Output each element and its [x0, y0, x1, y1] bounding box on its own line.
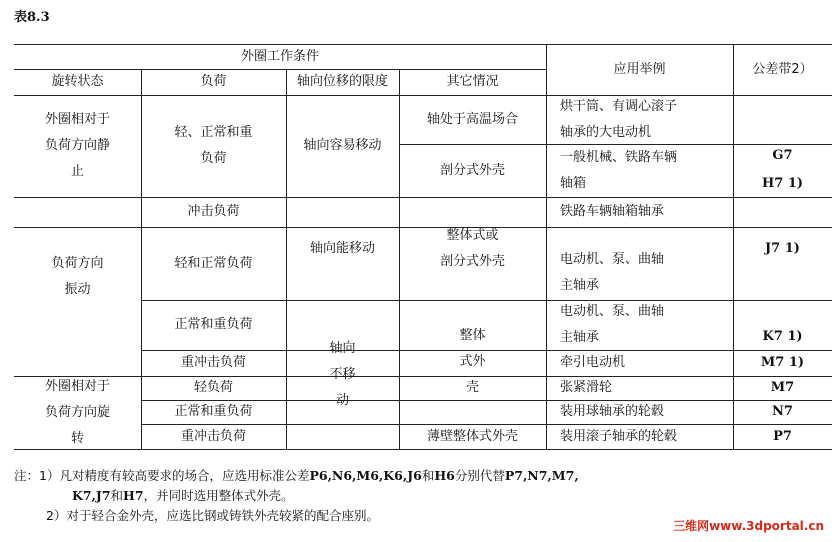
axial-2: 轴向能移动: [309, 240, 375, 256]
application-2: 一般机械、铁路车辆 轴箱: [560, 149, 678, 191]
header-rotation-state: 旋转状态: [51, 74, 104, 89]
axial-1: 轴向容易移动: [303, 138, 382, 153]
load-3: 轻和正常负荷: [174, 255, 253, 271]
other-5: 薄壁整体式外壳: [426, 428, 518, 444]
load-4: 正常和重负荷: [174, 317, 253, 332]
load-8: 重冲击负荷: [180, 428, 246, 444]
application-4: 电动机、泵、曲轴 主轴承: [560, 252, 665, 293]
load-1: 轻、正常和重 负荷: [174, 125, 253, 166]
tolerance-2: H7 1): [761, 176, 804, 191]
note-1-codes2: P7,N7,M7,: [504, 468, 579, 483]
axial-3: 轴向 不移 动: [329, 340, 356, 408]
note-1-line2-codes: K7,J7: [72, 488, 111, 503]
note-1-prefix: 注：1）凡对精度有较高要求的场合，应选用标准公差: [14, 468, 310, 483]
header-axial-limit: 轴向位移的限度: [296, 74, 388, 89]
tolerance-1: G7: [772, 148, 793, 163]
rotation-state-1: 外圈相对于 负荷方向静 止: [44, 112, 110, 179]
application-3: 铁路车辆轴箱轴承: [560, 204, 665, 219]
load-5: 重冲击负荷: [180, 355, 246, 370]
note-1-codes: P6,N6,M6,K6,J6: [309, 468, 422, 483]
load-2: 冲击负荷: [187, 204, 240, 219]
application-6: 牵引电动机: [560, 355, 626, 370]
header-tolerance: 公差带2）: [752, 61, 813, 77]
tolerance-6: M7: [770, 380, 795, 395]
note-1-h6: H6: [434, 468, 455, 483]
application-5: 电动机、泵、曲轴 主轴承: [560, 304, 665, 345]
load-6: 轻负荷: [193, 380, 233, 395]
rotation-state-2: 负荷方向 振动: [51, 255, 104, 297]
note-2: 2）对于轻合金外壳，应选比钢或铸铁外壳较紧的配合座别。: [46, 508, 379, 523]
tolerance-7: N7: [772, 404, 793, 419]
rule-bottom: [14, 449, 832, 450]
table-caption: 表8.3: [14, 10, 50, 25]
note-1-mid2: 分别代替: [454, 468, 505, 483]
other-2: 剖分式外壳: [439, 162, 505, 178]
note-1-line2-h7: H7: [123, 488, 144, 503]
note-1-line2-mid: 和: [110, 488, 124, 503]
header-application: 应用举例: [613, 61, 666, 77]
notes: [14, 466, 579, 526]
note-1-line2-end: ，并同时选用整体式外壳。: [143, 488, 294, 503]
note-1-line-2: [14, 486, 579, 506]
application-1: 烘干筒、有调心滚子 轴承的大电动机: [560, 98, 678, 140]
other-1: 轴处于高温场合: [426, 111, 518, 127]
other-3: 整体式或 剖分式外壳: [439, 227, 505, 269]
other-4: 整体 式外 壳: [459, 328, 486, 395]
rotation-state-3: 外圈相对于 负荷方向旋 转: [44, 378, 110, 446]
note-1-line-1: [14, 466, 579, 486]
tolerance-4: K7 1): [762, 329, 803, 344]
load-7: 正常和重负荷: [174, 404, 253, 419]
header-outer-conditions: 外圈工作条件: [240, 48, 319, 64]
tolerance-8: P7: [773, 428, 792, 444]
tolerance-3: J7 1): [765, 240, 800, 256]
application-7: 张紧滑轮: [560, 380, 613, 395]
watermark: 三维网www.3dportal.cn: [673, 519, 824, 533]
header-other: 其它情况: [446, 74, 499, 89]
application-8: 装用球轴承的轮毂: [560, 404, 665, 419]
note-1-mid: 和: [421, 468, 435, 483]
application-9: 装用滚子轴承的轮毂: [560, 428, 678, 444]
header-load: 负荷: [200, 74, 227, 89]
tolerance-5: M7 1): [760, 355, 805, 370]
